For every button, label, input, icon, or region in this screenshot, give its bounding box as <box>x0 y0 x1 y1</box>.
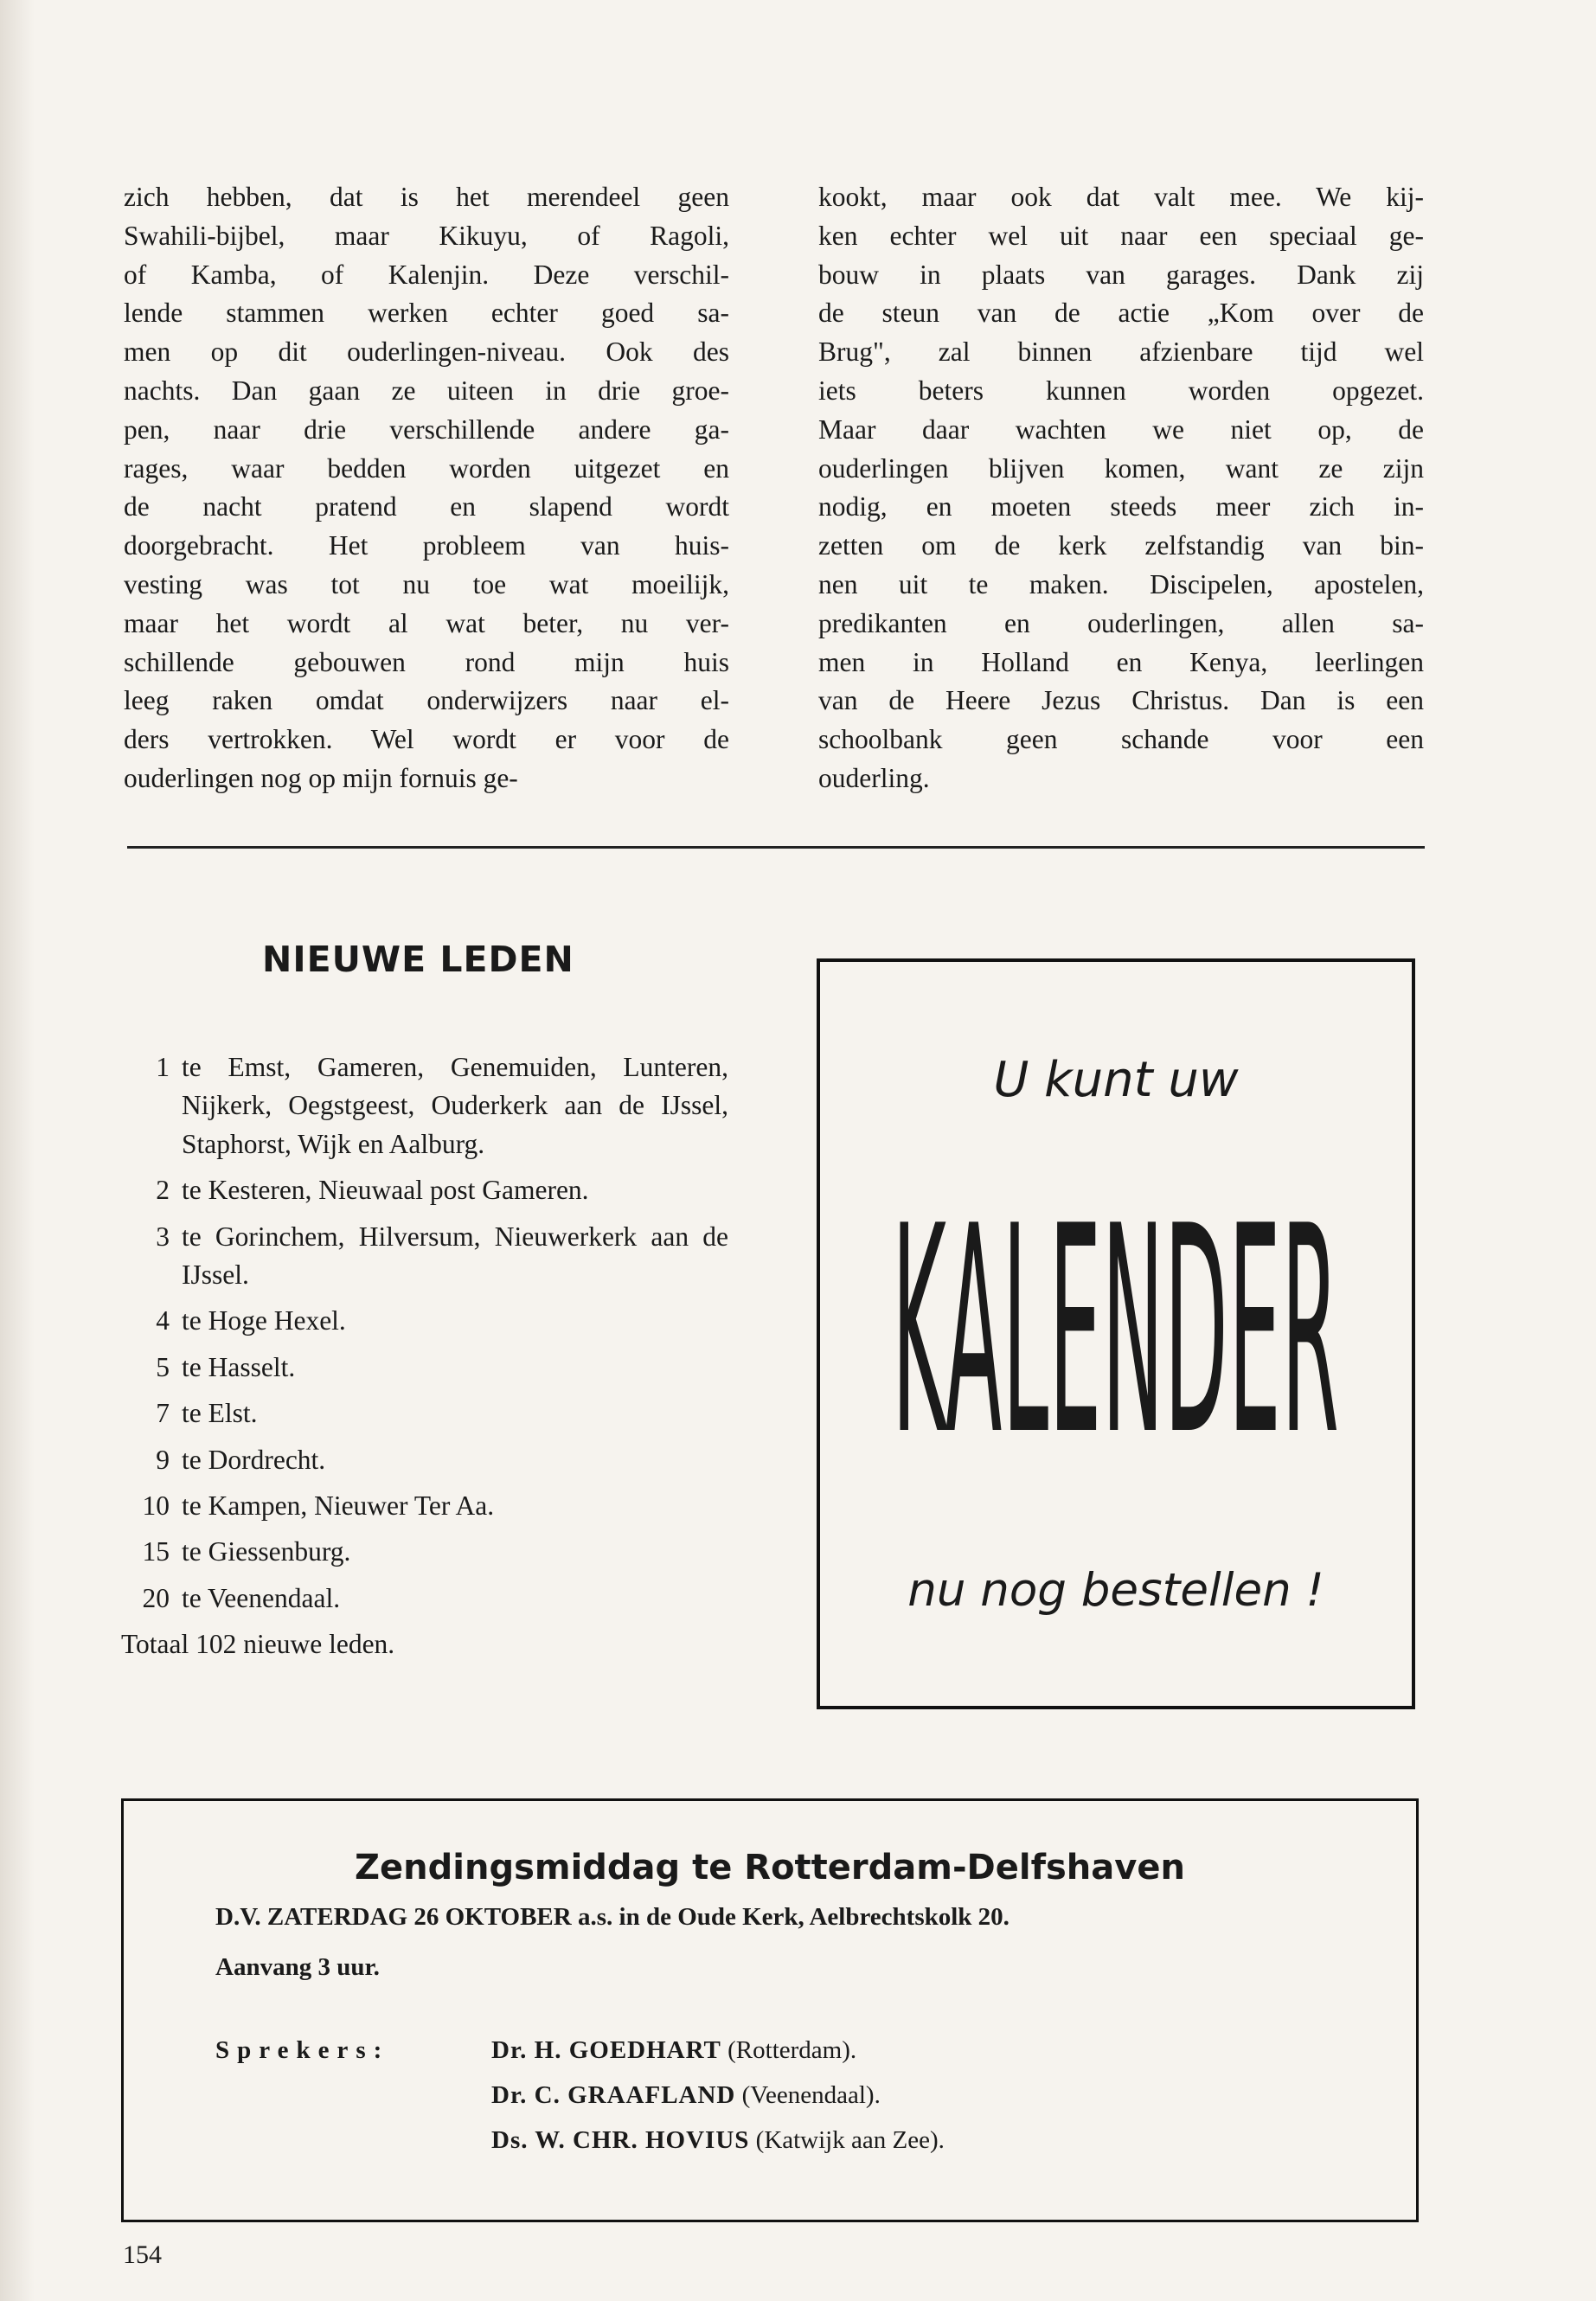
page-number: 154 <box>123 2240 162 2269</box>
article-line: ders vertrokken. Wel wordt er voor de <box>124 724 729 755</box>
article-line: nodig, en moeten steeds meer zich in- <box>818 491 1424 522</box>
article-line: predikanten en ouderlingen, allen sa- <box>818 607 1424 638</box>
member-item <box>121 1580 728 1618</box>
member-count: 15 <box>142 1536 170 1567</box>
advert-top-line: U kunt uw <box>993 1052 1239 1108</box>
speaker-name: Ds. W. CHR. HOVIUS <box>491 2126 750 2154</box>
event-title: Zendingsmiddag te Rotterdam-Delfshaven <box>355 1848 1185 1888</box>
article-line: schoolbank geen schande voor een <box>818 724 1424 755</box>
speaker-item <box>491 2081 881 2110</box>
article-line: pen, naar drie verschillende andere ga- <box>124 413 729 445</box>
article-line: nen uit te maken. Discipelen, apostelen, <box>818 568 1424 599</box>
member-item <box>121 1533 728 1571</box>
member-item <box>121 1487 728 1525</box>
article-line: kookt, maar ook dat valt mee. We kij- <box>818 182 1424 212</box>
page-edge-shadow <box>0 0 35 2301</box>
member-item <box>121 1048 728 1163</box>
article-line: Swahili-bijbel, maar Kikuyu, of Ragoli, <box>124 220 729 251</box>
member-places: te Hasselt. <box>182 1351 296 1382</box>
section-divider <box>127 846 1425 849</box>
article-line: rages, waar bedden worden uitgezet en <box>124 452 729 484</box>
speaker-place: (Veenendaal). <box>741 2081 881 2109</box>
member-count: 5 <box>156 1351 170 1382</box>
member-places: te Emst, Gameren, Genemuiden, Lunteren, Nijkerk, Oegstgeest, Ouderkerk aan de IJssel, Staphorst, Wijk en Aalburg. <box>182 1052 728 1159</box>
article-line: iets beters kunnen worden opgezet. <box>818 375 1424 406</box>
new-members-total: Totaal 102 nieuwe leden. <box>121 1629 395 1660</box>
speaker-item <box>491 2036 856 2065</box>
member-places: te Kesteren, Nieuwaal post Gameren. <box>182 1175 589 1206</box>
article-column-right <box>818 178 1424 798</box>
member-item <box>121 1302 728 1340</box>
member-count: 7 <box>156 1398 170 1429</box>
article-line: men op dit ouderlingen-niveau. Ook des <box>124 336 729 368</box>
article-line: van de Heere Jezus Christus. Dan is een <box>818 685 1424 716</box>
member-count: 3 <box>156 1221 170 1252</box>
member-item <box>121 1441 728 1479</box>
member-places: te Veenendaal. <box>182 1582 341 1613</box>
article-line: ken echter wel uit naar een speciaal ge- <box>818 220 1424 251</box>
article-line: vesting was tot nu toe wat moeilijk, <box>124 568 729 599</box>
mission-event-box <box>121 1798 1419 2222</box>
member-item <box>121 1218 728 1295</box>
article-line: de nacht pratend en slapend wordt <box>124 491 729 522</box>
member-places: te Giessenburg. <box>182 1536 351 1567</box>
article-line: nachts. Dan gaan ze uiteen in drie groe- <box>124 375 729 406</box>
member-count: 4 <box>156 1305 170 1336</box>
member-places: te Elst. <box>182 1398 258 1429</box>
article-line: bouw in plaats van garages. Dank zij <box>818 259 1424 290</box>
member-count: 10 <box>142 1490 170 1522</box>
member-places: te Kampen, Nieuwer Ter Aa. <box>182 1490 495 1522</box>
member-count: 1 <box>156 1052 170 1082</box>
article-line: de steun van de actie „Kom over de <box>818 298 1424 329</box>
member-count: 20 <box>142 1582 170 1613</box>
advert-bottom-line: nu nog bestellen ! <box>907 1564 1324 1617</box>
member-places: te Gorinchem, Hilversum, Nieuwerkerk aan de IJssel. <box>182 1221 728 1291</box>
article-line: of Kamba, of Kalenjin. Deze verschil- <box>124 259 729 290</box>
article-line: leeg raken omdat onderwijzers naar el- <box>124 685 729 716</box>
speaker-place: (Rotterdam). <box>727 2036 857 2064</box>
article-line: ouderlingen blijven komen, want ze zijn <box>818 452 1424 484</box>
article-line: maar het wordt al wat beter, nu ver- <box>124 607 729 638</box>
event-start-time: Aanvang 3 uur. <box>215 1953 380 1981</box>
speaker-name: Dr. C. GRAAFLAND <box>491 2081 736 2109</box>
speakers-label: Sprekers: <box>215 2036 390 2064</box>
article-line: zich hebben, dat is het merendeel geen <box>124 182 729 212</box>
member-item <box>121 1171 728 1209</box>
article-line: ouderlingen nog op mijn fornuis ge- <box>124 762 518 793</box>
article-line: zetten om de kerk zelfstandig van bin- <box>818 530 1424 561</box>
article-line: men in Holland en Kenya, leerlingen <box>818 646 1424 677</box>
article-line: doorgebracht. Het probleem van huis- <box>124 530 729 561</box>
event-date-location: D.V. ZATERDAG 26 OKTOBER a.s. in de Oude Kerk, Aelbrechtskolk 20. <box>215 1903 1010 1931</box>
article-line: Brug", zal binnen afzienbare tijd wel <box>818 336 1424 368</box>
speaker-name: Dr. H. GOEDHART <box>491 2036 721 2064</box>
article-line: ouderling. <box>818 762 930 793</box>
member-count: 9 <box>156 1444 170 1475</box>
article-line: Maar daar wachten we niet op, de <box>818 413 1424 445</box>
member-item <box>121 1394 728 1433</box>
calendar-advert <box>817 958 1415 1709</box>
member-places: te Dordrecht. <box>182 1444 326 1475</box>
member-count: 2 <box>156 1175 170 1206</box>
new-members-list <box>121 1048 728 1664</box>
advert-big-word: KALENDER <box>892 1189 1340 1474</box>
new-members-heading: NIEUWE LEDEN <box>262 939 574 980</box>
speaker-item <box>491 2126 945 2155</box>
article-line: schillende gebouwen rond mijn huis <box>124 646 729 677</box>
article-line: lende stammen werken echter goed sa- <box>124 298 729 329</box>
member-places: te Hoge Hexel. <box>182 1305 346 1336</box>
article-column-left <box>124 178 729 798</box>
advert-big-word-wrapper <box>837 1189 1394 1474</box>
member-item <box>121 1349 728 1387</box>
speaker-place: (Katwijk aan Zee). <box>755 2126 945 2154</box>
